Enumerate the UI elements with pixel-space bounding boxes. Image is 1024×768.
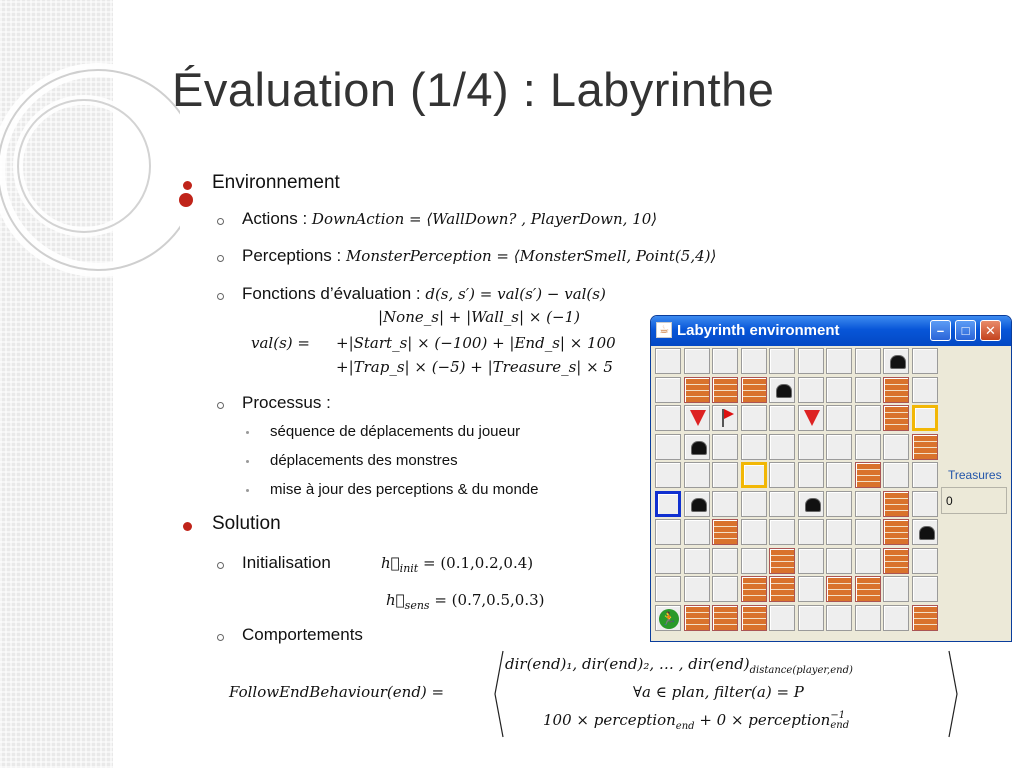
- maze-cell-empty: [826, 491, 852, 517]
- maze-cell-empty: [826, 462, 852, 488]
- solution-heading: Solution: [212, 513, 281, 534]
- end-sub: end: [675, 721, 695, 732]
- treasures-label: Treasures: [948, 468, 1002, 482]
- yellow-end-cell: [912, 405, 938, 431]
- decorative-arcs: [0, 0, 180, 320]
- maze-cell-empty: [655, 462, 681, 488]
- val-line-3: +|Trap_s| × (−5) + |Treasure_s| × 5: [336, 358, 613, 376]
- maze-cell-empty: [769, 405, 795, 431]
- maze-cell-empty: [855, 377, 881, 403]
- maze-cell-empty: [712, 548, 738, 574]
- behaviour-line-1-sub: distance(player,end): [749, 665, 853, 676]
- process-item: déplacements des monstres: [270, 452, 458, 469]
- yellow-end-cell: [741, 462, 767, 488]
- monster-icon: [691, 498, 707, 512]
- maze-cell-empty: [741, 548, 767, 574]
- brick-wall-icon: [826, 576, 852, 602]
- maze-cell-empty: [769, 348, 795, 374]
- trap-gem-icon: [690, 410, 706, 426]
- maze-cell-empty: [712, 462, 738, 488]
- behaviour-line-3b: + 0 × perception: [694, 711, 831, 729]
- maze-cell-empty: [741, 519, 767, 545]
- maze-cell-empty: [741, 405, 767, 431]
- brick-wall-icon: [684, 605, 710, 631]
- maze-cell-player: [655, 605, 681, 631]
- maze-cell-empty: [912, 576, 938, 602]
- sub-bullet: [217, 255, 224, 262]
- maze-cell-empty: [684, 548, 710, 574]
- maze-cell-empty: [826, 348, 852, 374]
- maze-cell-empty: [826, 434, 852, 460]
- window-titlebar[interactable]: [651, 316, 1011, 346]
- maze-cell-empty: [883, 605, 909, 631]
- maze-cell-empty: [855, 605, 881, 631]
- sub-bullet: [217, 634, 224, 641]
- brick-wall-icon: [883, 491, 909, 517]
- maze-cell-empty: [741, 348, 767, 374]
- brick-wall-icon: [684, 377, 710, 403]
- maze-cell-monster: [684, 434, 710, 460]
- maze-cell-empty: [798, 576, 824, 602]
- flag-icon: [724, 409, 734, 419]
- bullet-marker: [183, 181, 192, 190]
- maze-cell-flag: [712, 405, 738, 431]
- maze-cell-empty: [826, 377, 852, 403]
- maze-cell-empty: [912, 462, 938, 488]
- maze-cell-monster: [769, 377, 795, 403]
- brick-wall-icon: [712, 519, 738, 545]
- brick-wall-icon: [855, 462, 881, 488]
- maze-cell-empty: [769, 434, 795, 460]
- brick-wall-icon: [741, 576, 767, 602]
- brick-wall-icon: [883, 405, 909, 431]
- brick-wall-icon: [712, 605, 738, 631]
- perceptions-sep: :: [331, 246, 346, 265]
- eval-formula: d(s, s′) = val(s′) − val(s): [425, 285, 606, 303]
- maze-cell-empty: [798, 519, 824, 545]
- maze-cell-monster: [684, 491, 710, 517]
- eq-sign: =: [418, 554, 441, 572]
- maze-cell-empty: [769, 519, 795, 545]
- val-line-1: |None_s| + |Wall_s| × (−1): [378, 308, 580, 326]
- brick-wall-icon: [712, 377, 738, 403]
- brick-wall-icon: [883, 377, 909, 403]
- val-lhs: val(s) =: [251, 334, 310, 352]
- end-sub-2: end: [830, 720, 850, 731]
- perceptions-label: Perceptions: [242, 246, 332, 265]
- maze-cell-empty: [883, 434, 909, 460]
- eq-sign: =: [429, 591, 452, 609]
- maze-cell-empty: [855, 519, 881, 545]
- treasures-field: 0: [941, 487, 1007, 514]
- maze-cell-empty: [712, 491, 738, 517]
- maze-cell-trap: [684, 405, 710, 431]
- maze-cell-empty: [855, 548, 881, 574]
- brick-wall-icon: [883, 548, 909, 574]
- h-sens-symbol: $h⃗_{sens}$: [386, 591, 430, 612]
- sub-bullet: [217, 562, 224, 569]
- maze-cell-empty: [826, 519, 852, 545]
- window-title: Labyrinth environment: [677, 322, 840, 339]
- behaviour-line-3a: 100 × perception: [543, 711, 676, 729]
- page-title: Évaluation (1/4) : Labyrinthe: [172, 63, 775, 116]
- maze-cell-empty: [912, 377, 938, 403]
- monster-icon: [691, 441, 707, 455]
- maximize-button[interactable]: □: [955, 320, 976, 341]
- maze-cell-empty: [655, 434, 681, 460]
- end-supsub: [830, 711, 849, 731]
- maze-cell-empty: [826, 605, 852, 631]
- sub-bullet: [217, 293, 224, 300]
- maze-cell-empty: [769, 491, 795, 517]
- init-label: Initialisation: [242, 553, 331, 572]
- maze-cell-empty: [912, 548, 938, 574]
- maze-cell-monster: [798, 491, 824, 517]
- player-icon: 🏃: [659, 609, 679, 629]
- behaviour-line-1: [505, 655, 853, 676]
- maze-cell-empty: [798, 605, 824, 631]
- maze-cell-empty: [684, 348, 710, 374]
- trap-gem-icon: [804, 410, 820, 426]
- sub-sub-bullet: [246, 431, 249, 434]
- brick-wall-icon: [912, 434, 938, 460]
- maze-cell-empty: [712, 348, 738, 374]
- maze-cell-monster: [912, 519, 938, 545]
- maze-cell-empty: [855, 348, 881, 374]
- behaviour-line-1-text: dir(end)₁, dir(end)₂, … , dir(end): [505, 655, 750, 673]
- right-angle-bracket: [946, 649, 960, 739]
- process-item: séquence de déplacements du joueur: [270, 423, 521, 440]
- maze-cell-empty: [912, 348, 938, 374]
- actions-line: [242, 209, 657, 229]
- maze-cell-empty: [855, 405, 881, 431]
- sub-bullet: [217, 218, 224, 225]
- maze-cell-empty: [655, 548, 681, 574]
- sub-bullet: [217, 402, 224, 409]
- behaviour-lhs: FollowEndBehaviour(end) =: [229, 683, 445, 701]
- maze-cell-empty: [912, 491, 938, 517]
- val-line-2: +|Start_s| × (−100) + |End_s| × 100: [336, 334, 616, 352]
- labyrinth-window: [650, 315, 1012, 642]
- blue-start-cell: [655, 491, 681, 517]
- maze-cell-empty: [826, 548, 852, 574]
- environment-heading: Environnement: [212, 172, 340, 193]
- maze-cell-empty: [655, 576, 681, 602]
- sub-sub-bullet: [246, 489, 249, 492]
- actions-label: Actions: [242, 209, 298, 228]
- maze-cell-empty: [855, 491, 881, 517]
- eval-sep: :: [411, 284, 426, 303]
- brick-wall-icon: [769, 548, 795, 574]
- sub-sub-bullet: [246, 460, 249, 463]
- perceptions-formula: MonsterPerception = ⟨MonsterSmell, Point(5,4)⟩: [345, 247, 717, 265]
- maze-cell-empty: [798, 548, 824, 574]
- maze-cell-empty: [741, 434, 767, 460]
- eval-label: Fonctions d’évaluation: [242, 284, 412, 303]
- minimize-button[interactable]: –: [930, 320, 951, 341]
- maze-cell-empty: [684, 462, 710, 488]
- maze-cell-empty: [712, 576, 738, 602]
- eval-line: [242, 284, 606, 304]
- maze-cell-empty: [855, 434, 881, 460]
- brick-wall-icon: [855, 576, 881, 602]
- process-label: Processus :: [242, 393, 331, 412]
- h-init-symbol: $h⃗_{init}$: [381, 554, 419, 575]
- java-cup-icon: ☕: [656, 322, 672, 338]
- maze-cell-empty: [826, 405, 852, 431]
- h-init-value: (0.1,0.2,0.4): [440, 554, 534, 572]
- h-init-formula: [381, 554, 533, 575]
- behaviour-line-2: ∀a ∈ plan, filter(a) = P: [633, 683, 804, 701]
- monster-icon: [919, 526, 935, 540]
- perceptions-line: [242, 246, 716, 266]
- actions-sep: :: [297, 209, 312, 228]
- brick-wall-icon: [883, 519, 909, 545]
- brick-wall-icon: [769, 576, 795, 602]
- maze-cell-monster: [883, 348, 909, 374]
- maze-cell-empty: [655, 405, 681, 431]
- maze-cell-empty: [798, 348, 824, 374]
- brick-wall-icon: [741, 605, 767, 631]
- brick-wall-icon: [741, 377, 767, 403]
- maze-cell-empty: [798, 434, 824, 460]
- maze-cell-empty: [655, 519, 681, 545]
- behaviours-label: Comportements: [242, 625, 363, 644]
- maze-cell-empty: [769, 462, 795, 488]
- maze-cell-empty: [883, 462, 909, 488]
- bullet-marker: [183, 522, 192, 531]
- maze-cell-empty: [684, 519, 710, 545]
- maze-cell-empty: [741, 491, 767, 517]
- maze-cell-empty: [655, 348, 681, 374]
- maze-cell-empty: [684, 576, 710, 602]
- behaviour-line-3: [543, 711, 849, 732]
- maze-cell-empty: [798, 462, 824, 488]
- process-item: mise à jour des perceptions & du monde: [270, 481, 539, 498]
- left-angle-bracket: [492, 649, 506, 739]
- maze-cell-trap: [798, 405, 824, 431]
- close-button[interactable]: ✕: [980, 320, 1001, 341]
- end-sup: −1: [830, 710, 846, 721]
- maze-cell-empty: [883, 576, 909, 602]
- maze-cell-empty: [655, 377, 681, 403]
- monster-icon: [805, 498, 821, 512]
- bullet-marker-large: [179, 193, 193, 207]
- monster-icon: [776, 384, 792, 398]
- maze-cell-empty: [769, 605, 795, 631]
- monster-icon: [890, 355, 906, 369]
- brick-wall-icon: [912, 605, 938, 631]
- h-sens-formula: [386, 591, 544, 612]
- maze-cell-empty: [798, 377, 824, 403]
- h-sens-value: (0.7,0.5,0.3): [451, 591, 545, 609]
- actions-formula: DownAction = ⟨WallDown? , PlayerDown, 10⟩: [311, 210, 658, 228]
- maze-cell-empty: [712, 434, 738, 460]
